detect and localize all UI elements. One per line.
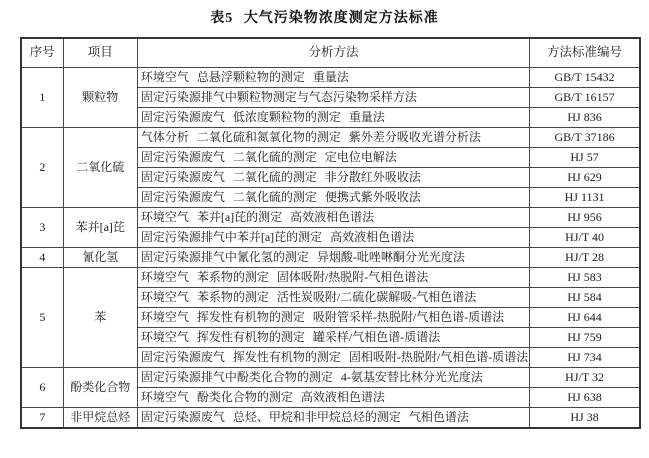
row-number-cell: 4	[21, 248, 63, 268]
standard-number-cell: HJ 629	[530, 168, 640, 188]
standard-number-cell: HJ/T 40	[530, 228, 640, 248]
standard-number-cell: GB/T 15432	[530, 68, 640, 88]
analysis-method-cell: 固定污染源废气 二氧化硫的测定 非分散红外吸收法	[137, 168, 529, 188]
table-body	[21, 68, 640, 429]
analysis-method-cell: 环境空气 挥发性有机物的测定 吸附管采样-热脱附/气相色谱-质谱法	[137, 308, 529, 328]
standard-number-cell: HJ 734	[530, 348, 640, 368]
analysis-method-cell: 环境空气 挥发性有机物的测定 罐采样/气相色谱-质谱法	[137, 328, 529, 348]
standard-number-cell: HJ 57	[530, 148, 640, 168]
standard-number-cell: HJ 638	[530, 388, 640, 408]
standard-number-cell: HJ 836	[530, 108, 640, 128]
row-number-cell: 3	[21, 208, 63, 248]
analysis-method-cell: 固定污染源排气中颗粒物测定与气态污染物采样方法	[137, 88, 529, 108]
standard-number-cell: HJ 583	[530, 268, 640, 288]
analysis-method-cell: 固定污染源排气中苯并[a]芘的测定 高效液相色谱法	[137, 228, 529, 248]
table-row	[21, 368, 640, 388]
analysis-method-cell: 固定污染源废气 二氧化硫的测定 便携式紫外吸收法	[137, 188, 529, 208]
analysis-method-cell: 固定污染源废气 二氧化硫的测定 定电位电解法	[137, 148, 529, 168]
pollutant-item-cell: 二氧化硫	[63, 128, 137, 208]
standard-number-cell: HJ 584	[530, 288, 640, 308]
row-number-cell: 6	[21, 368, 63, 408]
table-row	[21, 68, 640, 88]
analysis-method-cell: 气体分析 二氧化硫和氮氧化物的测定 紫外差分吸收光谱分析法	[137, 128, 529, 148]
standard-number-cell: HJ 956	[530, 208, 640, 228]
standard-number-cell: HJ 1131	[530, 188, 640, 208]
analysis-method-cell: 环境空气 苯系物的测定 固体吸附/热脱附-气相色谱法	[137, 268, 529, 288]
table-title: 表5 大气污染物浓度测定方法标准	[210, 11, 439, 26]
pollutant-item-cell: 苯	[63, 268, 137, 368]
row-number-cell: 1	[21, 68, 63, 128]
analysis-method-cell: 固定污染源废气 总烃、甲烷和非甲烷总烃的测定 气相色谱法	[137, 408, 529, 429]
analysis-method-cell: 固定污染源废气 低浓度颗粒物的测定 重量法	[137, 108, 529, 128]
standard-number-cell: GB/T 37186	[530, 128, 640, 148]
standards-table	[20, 37, 641, 429]
analysis-method-cell: 固定污染源排气中酚类化合物的测定 4-氨基安替比林分光光度法	[137, 368, 529, 388]
analysis-method-cell: 固定污染源排气中氰化氢的测定 异烟酸-吡唑啉酮分光光度法	[137, 248, 529, 268]
standard-number-cell: HJ/T 32	[530, 368, 640, 388]
table-row	[21, 408, 640, 429]
analysis-method-cell: 环境空气 酚类化合物的测定 高效液相色谱法	[137, 388, 529, 408]
table-row	[21, 128, 640, 148]
header-row	[21, 38, 640, 68]
standard-number-cell: HJ/T 28	[530, 248, 640, 268]
table-row	[21, 268, 640, 288]
column-header-item: 项目	[63, 38, 137, 68]
standard-number-cell: HJ 38	[530, 408, 640, 429]
standard-number-cell: HJ 644	[530, 308, 640, 328]
standard-number-cell: GB/T 16157	[530, 88, 640, 108]
analysis-method-cell: 固定污染源废气 挥发性有机物的测定 固相吸附-热脱附/气相色谱-质谱法	[137, 348, 529, 368]
column-header-no: 序号	[21, 38, 63, 68]
analysis-method-cell: 环境空气 总悬浮颗粒物的测定 重量法	[137, 68, 529, 88]
row-number-cell: 7	[21, 408, 63, 429]
row-number-cell: 5	[21, 268, 63, 368]
pollutant-item-cell: 氰化氢	[63, 248, 137, 268]
analysis-method-cell: 环境空气 苯并[a]芘的测定 高效液相色谱法	[137, 208, 529, 228]
row-number-cell: 2	[21, 128, 63, 208]
pollutant-item-cell: 苯并[a]芘	[63, 208, 137, 248]
table-row	[21, 208, 640, 228]
pollutant-item-cell: 颗粒物	[63, 68, 137, 128]
column-header-standard: 方法标准编号	[530, 38, 640, 68]
column-header-method: 分析方法	[137, 38, 529, 68]
pollutant-item-cell: 酚类化合物	[63, 368, 137, 408]
analysis-method-cell: 环境空气 苯系物的测定 活性炭吸附/二硫化碳解吸-气相色谱法	[137, 288, 529, 308]
pollutant-item-cell: 非甲烷总烃	[63, 408, 137, 429]
standard-number-cell: HJ 759	[530, 328, 640, 348]
table-row	[21, 248, 640, 268]
